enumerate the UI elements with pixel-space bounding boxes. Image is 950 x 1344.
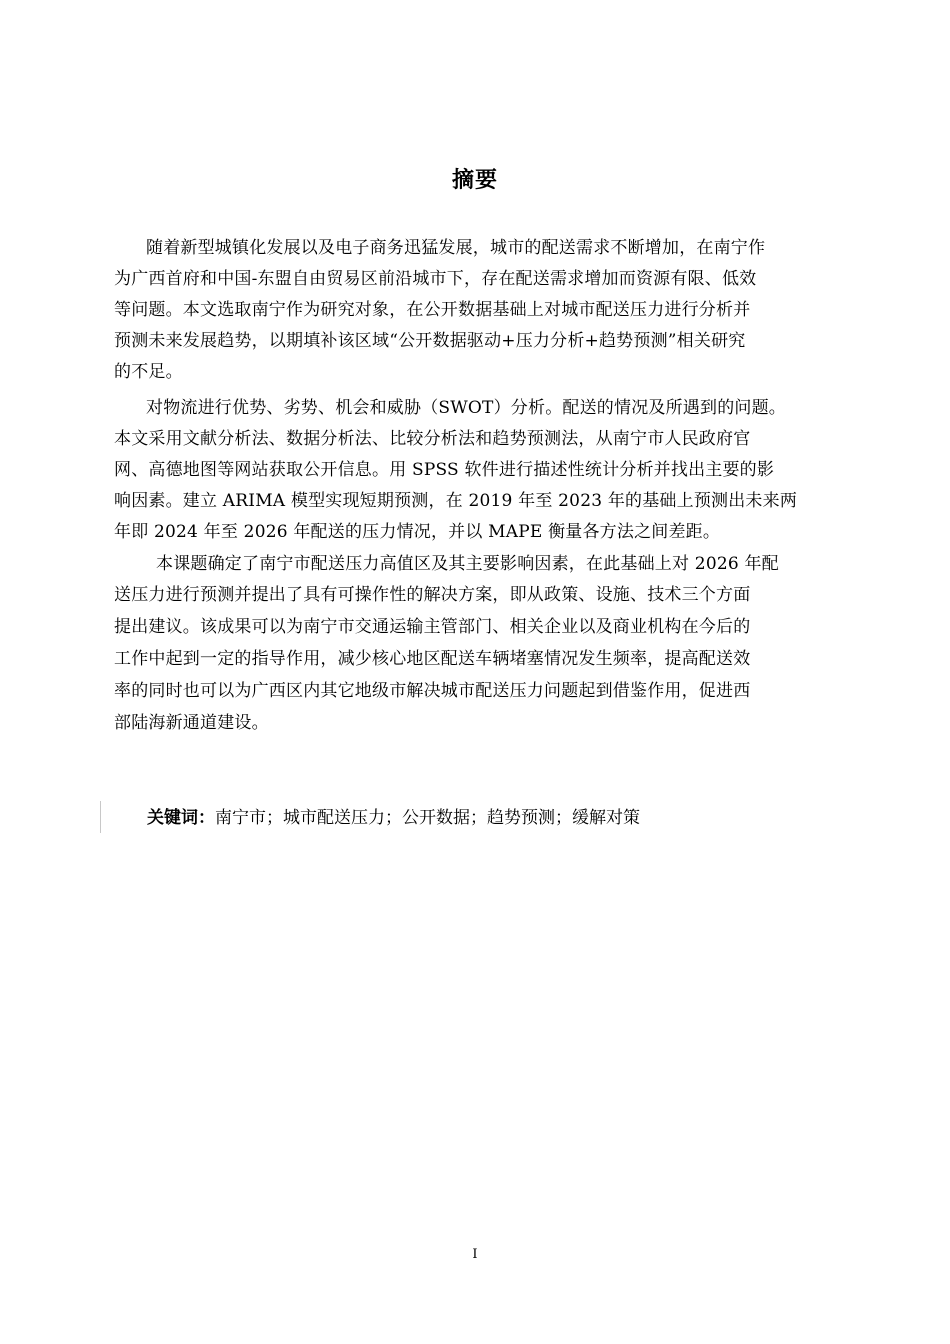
- keywords-text: 南宁市；城市配送压力；公开数据；趋势预测；缓解对策: [215, 808, 640, 828]
- paragraph-2-line-2: 本文采用文献分析法、数据分析法、比较分析法和趋势预测法，从南宁市人民政府官: [114, 429, 751, 449]
- paragraph-2-line-5: 年即 2024 年至 2026 年配送的压力情况，并以 MAPE 衡量各方法之间差距。: [114, 522, 721, 542]
- paragraph-3-line-5: 率的同时也可以为广西区内其它地级市解决城市配送压力问题起到借鉴作用，促进西: [114, 681, 751, 701]
- keywords-margin-bar: [100, 801, 101, 833]
- paragraph-2-line-1: 对物流进行优势、劣势、机会和威胁（SWOT）分析。配送的情况及所遇到的问题。: [146, 398, 786, 418]
- paragraph-3-line-2: 送压力进行预测并提出了具有可操作性的解决方案，即从政策、设施、技术三个方面: [114, 585, 751, 605]
- paragraph-3-line-1: 本课题确定了南宁市配送压力高值区及其主要影响因素，在此基础上对 2026 年配: [156, 554, 779, 574]
- abstract-title: 摘要: [451, 168, 498, 193]
- paragraph-1-line-5: 的不足。: [114, 362, 183, 382]
- paragraph-1-line-3: 等问题。本文选取南宁作为研究对象，在公开数据基础上对城市配送压力进行分析并: [114, 300, 751, 320]
- keywords-label: 关键词：: [147, 808, 215, 828]
- keywords-line: [147, 804, 640, 832]
- paragraph-1-line-2: 为广西首府和中国-东盟自由贸易区前沿城市下，存在配送需求增加而资源有限、低效: [114, 269, 757, 289]
- paragraph-3-line-4: 工作中起到一定的指导作用，减少核心地区配送车辆堵塞情况发生频率，提高配送效: [114, 649, 751, 669]
- paragraph-3-line-3: 提出建议。该成果可以为南宁市交通运输主管部门、相关企业以及商业机构在今后的: [114, 617, 751, 637]
- paragraph-1-line-1: 随着新型城镇化发展以及电子商务迅猛发展，城市的配送需求不断增加，在南宁作: [146, 238, 766, 258]
- paragraph-3-line-6: 部陆海新通道建设。: [114, 713, 269, 733]
- paragraph-1-line-4: 预测未来发展趋势，以期填补该区域“公开数据驱动+压力分析+趋势预测”相关研究: [114, 331, 746, 351]
- page-number: I: [472, 1247, 478, 1262]
- paragraph-2-line-3: 网、高德地图等网站获取公开信息。用 SPSS 软件进行描述性统计分析并找出主要的影: [114, 460, 775, 480]
- paragraph-2-line-4: 响因素。建立 ARIMA 模型实现短期预测，在 2019 年至 2023 年的基础上预测出未来两: [114, 491, 798, 511]
